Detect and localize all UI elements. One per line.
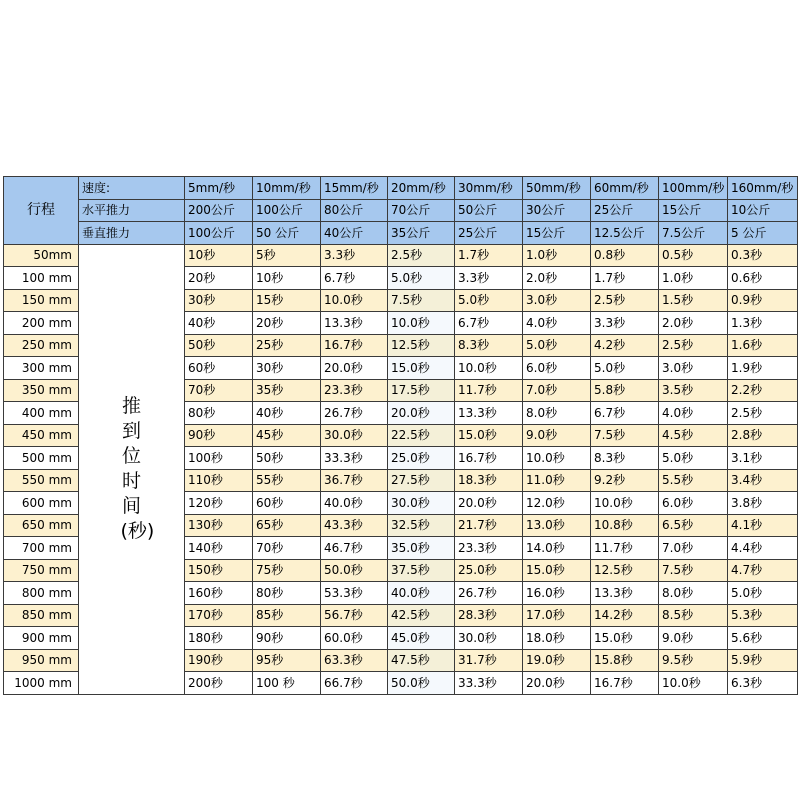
time-cell: 22.5秒 [388,424,455,447]
time-cell: 33.3秒 [321,447,388,470]
time-cell: 1.9秒 [728,357,798,380]
time-cell: 5.0秒 [591,357,659,380]
time-cell: 11.0秒 [523,469,591,492]
time-cell: 10秒 [185,244,253,267]
time-cell: 2.0秒 [659,312,728,335]
time-cell: 47.5秒 [388,649,455,672]
time-cell: 4.2秒 [591,334,659,357]
time-cell: 15.0秒 [388,357,455,380]
vertical-thrust-cell: 100公斤 [185,222,253,245]
time-cell: 1.6秒 [728,334,798,357]
horizontal-thrust-label: 水平推力 [79,199,185,222]
time-cell: 8.0秒 [659,582,728,605]
time-cell: 60秒 [253,492,321,515]
time-cell: 0.5秒 [659,244,728,267]
time-cell: 1.0秒 [523,244,591,267]
time-cell: 1.5秒 [659,289,728,312]
time-cell: 15.0秒 [591,627,659,650]
time-cell: 26.7秒 [321,402,388,425]
stroke-header: 行程 [4,177,79,245]
vertical-thrust-cell: 12.5公斤 [591,222,659,245]
vertical-thrust-cell: 15公斤 [523,222,591,245]
time-cell: 5.9秒 [728,649,798,672]
time-cell: 20.0秒 [321,357,388,380]
table-row [4,244,798,267]
time-cell: 4.7秒 [728,559,798,582]
time-cell: 25秒 [253,334,321,357]
stroke-length: 100 mm [4,267,79,290]
stroke-length: 250 mm [4,334,79,357]
speed-cell: 5mm/秒 [185,177,253,200]
time-cell: 5.0秒 [455,289,523,312]
time-cell: 10.0秒 [455,357,523,380]
time-cell: 50.0秒 [388,672,455,695]
time-cell: 21.7秒 [455,514,523,537]
stroke-length: 750 mm [4,559,79,582]
time-cell: 60.0秒 [321,627,388,650]
time-cell: 1.3秒 [728,312,798,335]
stroke-length: 600 mm [4,492,79,515]
time-cell: 75秒 [253,559,321,582]
stroke-length: 200 mm [4,312,79,335]
time-cell: 13.3秒 [455,402,523,425]
time-cell: 9.0秒 [523,424,591,447]
vertical-thrust-row [4,222,798,245]
time-cell: 30.0秒 [321,424,388,447]
time-cell: 10.0秒 [659,672,728,695]
time-cell: 1.7秒 [455,244,523,267]
time-cell: 15秒 [253,289,321,312]
speed-cell: 30mm/秒 [455,177,523,200]
stroke-length: 650 mm [4,514,79,537]
time-cell: 35秒 [253,379,321,402]
vertical-thrust-label: 垂直推力 [79,222,185,245]
time-cell: 130秒 [185,514,253,537]
time-cell: 8.3秒 [591,447,659,470]
time-cell: 1.0秒 [659,267,728,290]
horizontal-thrust-cell: 80公斤 [321,199,388,222]
speed-cell: 15mm/秒 [321,177,388,200]
time-cell: 15.0秒 [455,424,523,447]
time-cell: 28.3秒 [455,604,523,627]
time-cell: 8.3秒 [455,334,523,357]
time-cell: 6.7秒 [591,402,659,425]
speed-cell: 160mm/秒 [728,177,798,200]
stroke-length: 800 mm [4,582,79,605]
time-cell: 66.7秒 [321,672,388,695]
time-cell: 30.0秒 [455,627,523,650]
time-cell: 37.5秒 [388,559,455,582]
time-cell: 6.7秒 [455,312,523,335]
time-cell: 5.5秒 [659,469,728,492]
stroke-length: 450 mm [4,424,79,447]
speed-cell: 10mm/秒 [253,177,321,200]
time-cell: 14.0秒 [523,537,591,560]
time-cell: 6.5秒 [659,514,728,537]
time-cell: 13.3秒 [321,312,388,335]
stroke-length: 350 mm [4,379,79,402]
time-cell: 40秒 [253,402,321,425]
time-cell: 4.1秒 [728,514,798,537]
time-cell: 35.0秒 [388,537,455,560]
time-to-position-text: 推到位时间(秒) [120,395,155,542]
stroke-length: 850 mm [4,604,79,627]
time-cell: 3.4秒 [728,469,798,492]
time-cell: 10.0秒 [321,289,388,312]
time-cell: 8.0秒 [523,402,591,425]
time-cell: 6.7秒 [321,267,388,290]
time-cell: 32.5秒 [388,514,455,537]
time-cell: 10秒 [253,267,321,290]
time-cell: 2.5秒 [388,244,455,267]
time-cell: 46.7秒 [321,537,388,560]
time-cell: 3.5秒 [659,379,728,402]
time-cell: 50秒 [185,334,253,357]
time-cell: 18.0秒 [523,627,591,650]
horizontal-thrust-row [4,199,798,222]
time-cell: 30秒 [185,289,253,312]
time-cell: 3.0秒 [523,289,591,312]
horizontal-thrust-cell: 25公斤 [591,199,659,222]
time-cell: 6.3秒 [728,672,798,695]
time-cell: 9.5秒 [659,649,728,672]
time-cell: 100秒 [185,447,253,470]
time-cell: 160秒 [185,582,253,605]
time-cell: 40秒 [185,312,253,335]
time-cell: 3.3秒 [591,312,659,335]
time-cell: 2.2秒 [728,379,798,402]
time-cell: 50秒 [253,447,321,470]
time-cell: 20.0秒 [455,492,523,515]
stroke-length: 1000 mm [4,672,79,695]
time-cell: 30秒 [253,357,321,380]
time-cell: 5.0秒 [728,582,798,605]
time-cell: 13.3秒 [591,582,659,605]
time-cell: 100 秒 [253,672,321,695]
time-cell: 36.7秒 [321,469,388,492]
stroke-length: 150 mm [4,289,79,312]
time-cell: 95秒 [253,649,321,672]
time-cell: 90秒 [253,627,321,650]
time-cell: 50.0秒 [321,559,388,582]
vertical-thrust-cell: 5 公斤 [728,222,798,245]
stroke-length: 300 mm [4,357,79,380]
time-cell: 17.0秒 [523,604,591,627]
time-cell: 6.0秒 [523,357,591,380]
horizontal-thrust-cell: 70公斤 [388,199,455,222]
time-cell: 5.0秒 [659,447,728,470]
time-cell: 43.3秒 [321,514,388,537]
time-cell: 2.8秒 [728,424,798,447]
stroke-length: 700 mm [4,537,79,560]
time-cell: 5.8秒 [591,379,659,402]
time-cell: 20秒 [185,267,253,290]
time-cell: 16.7秒 [321,334,388,357]
vertical-thrust-cell: 35公斤 [388,222,455,245]
time-cell: 4.0秒 [523,312,591,335]
time-cell: 55秒 [253,469,321,492]
time-cell: 7.0秒 [659,537,728,560]
time-cell: 0.8秒 [591,244,659,267]
time-cell: 19.0秒 [523,649,591,672]
time-cell: 2.5秒 [591,289,659,312]
time-cell: 5.3秒 [728,604,798,627]
time-cell: 23.3秒 [321,379,388,402]
vertical-thrust-cell: 7.5公斤 [659,222,728,245]
stroke-length: 400 mm [4,402,79,425]
horizontal-thrust-cell: 15公斤 [659,199,728,222]
time-cell: 2.5秒 [728,402,798,425]
stroke-length: 550 mm [4,469,79,492]
stroke-length: 900 mm [4,627,79,650]
time-cell: 170秒 [185,604,253,627]
time-cell: 18.3秒 [455,469,523,492]
time-cell: 7.5秒 [659,559,728,582]
speed-cell: 50mm/秒 [523,177,591,200]
time-cell: 40.0秒 [321,492,388,515]
vertical-thrust-cell: 40公斤 [321,222,388,245]
time-cell: 31.7秒 [455,649,523,672]
time-cell: 2.0秒 [523,267,591,290]
time-cell: 4.4秒 [728,537,798,560]
time-cell: 7.5秒 [591,424,659,447]
time-cell: 15.0秒 [523,559,591,582]
time-cell: 53.3秒 [321,582,388,605]
time-cell: 3.3秒 [455,267,523,290]
time-cell: 150秒 [185,559,253,582]
time-cell: 10.0秒 [388,312,455,335]
time-cell: 180秒 [185,627,253,650]
time-cell: 1.7秒 [591,267,659,290]
time-cell: 4.5秒 [659,424,728,447]
time-cell: 20.0秒 [523,672,591,695]
time-cell: 5.0秒 [523,334,591,357]
speed-cell: 60mm/秒 [591,177,659,200]
stroke-length: 950 mm [4,649,79,672]
time-cell: 5.6秒 [728,627,798,650]
time-cell: 65秒 [253,514,321,537]
horizontal-thrust-cell: 50公斤 [455,199,523,222]
time-cell: 11.7秒 [591,537,659,560]
stroke-speed-table [3,176,798,695]
time-cell: 8.5秒 [659,604,728,627]
time-cell: 13.0秒 [523,514,591,537]
time-cell: 26.7秒 [455,582,523,605]
time-cell: 25.0秒 [455,559,523,582]
time-cell: 70秒 [253,537,321,560]
speed-cell: 20mm/秒 [388,177,455,200]
vertical-thrust-cell: 25公斤 [455,222,523,245]
horizontal-thrust-cell: 30公斤 [523,199,591,222]
speed-cell: 100mm/秒 [659,177,728,200]
time-cell: 190秒 [185,649,253,672]
time-cell: 63.3秒 [321,649,388,672]
time-cell: 10.8秒 [591,514,659,537]
time-cell: 45.0秒 [388,627,455,650]
horizontal-thrust-cell: 10公斤 [728,199,798,222]
time-cell: 14.2秒 [591,604,659,627]
time-cell: 10.0秒 [591,492,659,515]
time-cell: 110秒 [185,469,253,492]
time-cell: 4.0秒 [659,402,728,425]
time-cell: 23.3秒 [455,537,523,560]
speed-row [4,177,798,200]
time-cell: 16.7秒 [455,447,523,470]
time-cell: 11.7秒 [455,379,523,402]
time-cell: 5.0秒 [388,267,455,290]
time-cell: 9.0秒 [659,627,728,650]
time-cell: 5秒 [253,244,321,267]
time-cell: 25.0秒 [388,447,455,470]
time-cell: 80秒 [185,402,253,425]
time-cell: 70秒 [185,379,253,402]
time-cell: 6.0秒 [659,492,728,515]
time-to-position-label [79,244,185,694]
horizontal-thrust-cell: 200公斤 [185,199,253,222]
time-cell: 42.5秒 [388,604,455,627]
time-cell: 60秒 [185,357,253,380]
speed-label: 速度: [79,177,185,200]
time-cell: 3.0秒 [659,357,728,380]
vertical-thrust-cell: 50 公斤 [253,222,321,245]
time-cell: 3.8秒 [728,492,798,515]
time-cell: 16.7秒 [591,672,659,695]
time-cell: 20秒 [253,312,321,335]
stroke-length: 500 mm [4,447,79,470]
time-cell: 40.0秒 [388,582,455,605]
time-cell: 20.0秒 [388,402,455,425]
time-cell: 27.5秒 [388,469,455,492]
time-cell: 7.0秒 [523,379,591,402]
time-cell: 9.2秒 [591,469,659,492]
time-cell: 0.6秒 [728,267,798,290]
time-cell: 7.5秒 [388,289,455,312]
time-cell: 12.5秒 [591,559,659,582]
time-cell: 30.0秒 [388,492,455,515]
time-cell: 140秒 [185,537,253,560]
time-cell: 15.8秒 [591,649,659,672]
time-cell: 10.0秒 [523,447,591,470]
time-cell: 33.3秒 [455,672,523,695]
time-cell: 12.0秒 [523,492,591,515]
time-cell: 3.1秒 [728,447,798,470]
time-cell: 17.5秒 [388,379,455,402]
stroke-length: 50mm [4,244,79,267]
horizontal-thrust-cell: 100公斤 [253,199,321,222]
time-cell: 45秒 [253,424,321,447]
time-cell: 2.5秒 [659,334,728,357]
time-cell: 12.5秒 [388,334,455,357]
time-cell: 3.3秒 [321,244,388,267]
time-cell: 90秒 [185,424,253,447]
time-cell: 120秒 [185,492,253,515]
time-cell: 0.9秒 [728,289,798,312]
time-cell: 80秒 [253,582,321,605]
time-cell: 200秒 [185,672,253,695]
time-cell: 85秒 [253,604,321,627]
time-cell: 56.7秒 [321,604,388,627]
time-cell: 16.0秒 [523,582,591,605]
time-cell: 0.3秒 [728,244,798,267]
